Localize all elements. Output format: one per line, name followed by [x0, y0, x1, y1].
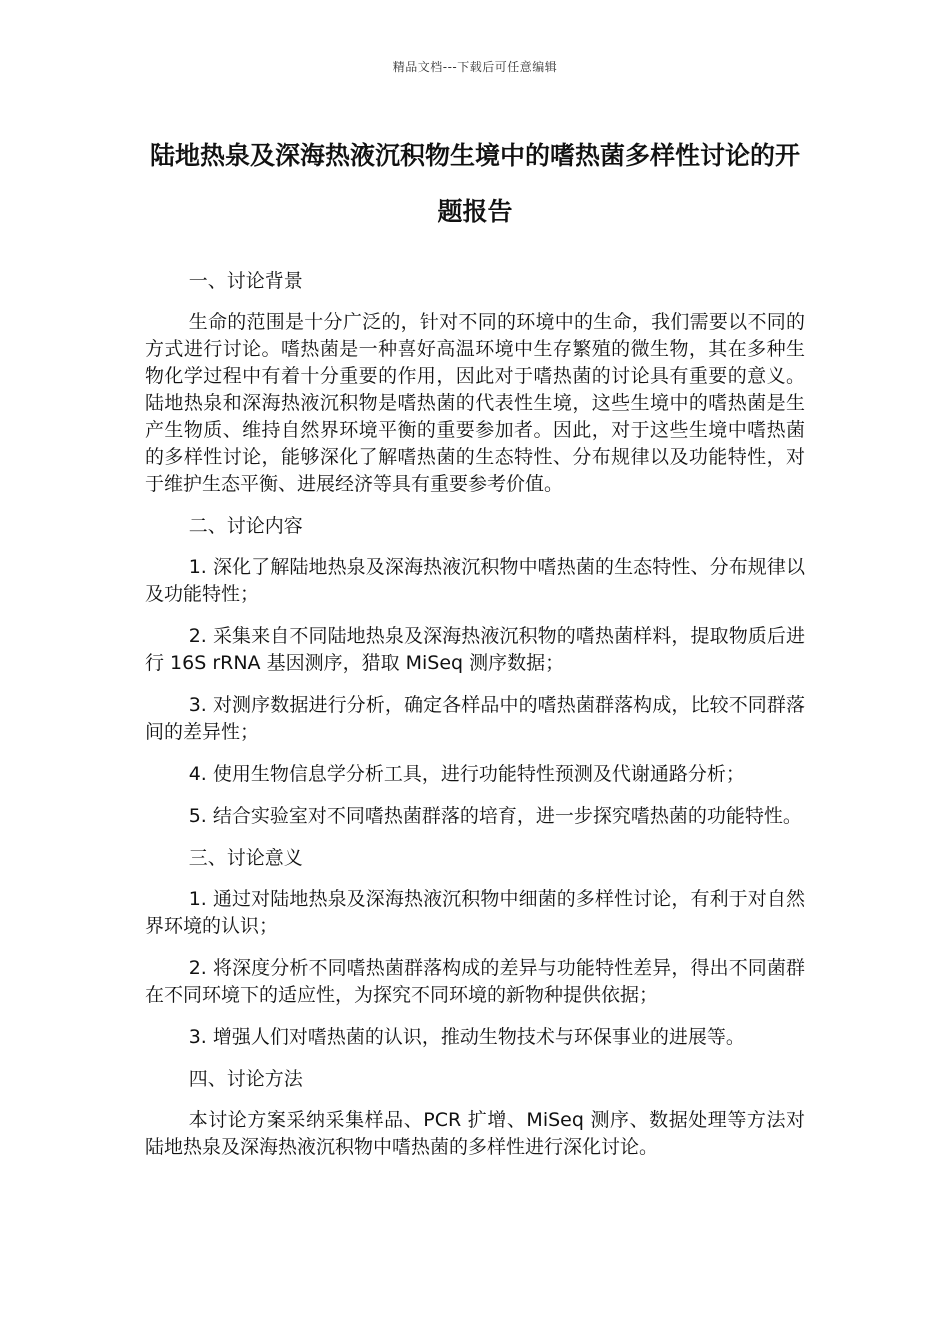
background-paragraph: 生命的范围是十分广泛的，针对不同的环境中的生命，我们需要以不同的方式进行讨论。嗜热菌是一种喜好高温环境中生存繁殖的微生物，其在多种生物化学过程中有着十分重要的作用，因此对于嗜热菌的讨论具有重要的意义。陆地热泉和深海热液沉积物是嗜热菌的代表性生境，这些生境中的嗜热菌是生产生物质、维持自然界环境平衡的重要参加者。因此，对于这些生境中嗜热菌的多样性讨论，能够深化了解嗜热菌的生态特性、分布规律以及功能特性，对于维护生态平衡、进展经济等具有重要参考价值。	[145, 311, 805, 495]
page-header: 精品文档---下载后可任意编辑	[392, 60, 558, 74]
section-heading-background: 一、讨论背景	[188, 270, 303, 292]
content-item-3: 3. 对测序数据进行分析，确定各样品中的嗜热菌群落构成，比较不同群落间的差异性；	[145, 694, 805, 743]
section-heading-methods: 四、讨论方法	[188, 1068, 303, 1090]
content-item-5: 5. 结合实验室对不同嗜热菌群落的培育，进一步探究嗜热菌的功能特性。	[188, 805, 802, 827]
significance-item-3: 3. 增强人们对嗜热菌的认识，推动生物技术与环保事业的进展等。	[188, 1026, 745, 1048]
significance-item-1: 1. 通过对陆地热泉及深海热液沉积物中细菌的多样性讨论，有利于对自然界环境的认识；	[145, 888, 805, 937]
content-item-2: 2. 采集来自不同陆地热泉及深海热液沉积物的嗜热菌样料，提取物质后进行 16S rRNA 基因测序，猎取 MiSeq 测序数据；	[145, 625, 805, 674]
significance-item-2: 2. 将深度分析不同嗜热菌群落构成的差异与功能特性差异，得出不同菌群在不同环境下的适应性，为探究不同环境的新物种提供依据；	[145, 957, 805, 1006]
document-title: 陆地热泉及深海热液沉积物生境中的嗜热菌多样性讨论的开题报告	[149, 141, 800, 226]
methods-paragraph: 本讨论方案采纳采集样品、PCR 扩增、MiSeq 测序、数据处理等方法对陆地热泉及深海热液沉积物中嗜热菌的多样性进行深化讨论。	[145, 1109, 805, 1158]
document-body	[145, 268, 805, 1176]
section-heading-content: 二、讨论内容	[188, 515, 303, 537]
section-heading-significance: 三、讨论意义	[188, 847, 303, 869]
content-item-1: 1. 深化了解陆地热泉及深海热液沉积物中嗜热菌的生态特性、分布规律以及功能特性；	[145, 556, 805, 605]
content-item-4: 4. 使用生物信息学分析工具，进行功能特性预测及代谢通路分析；	[188, 763, 745, 785]
